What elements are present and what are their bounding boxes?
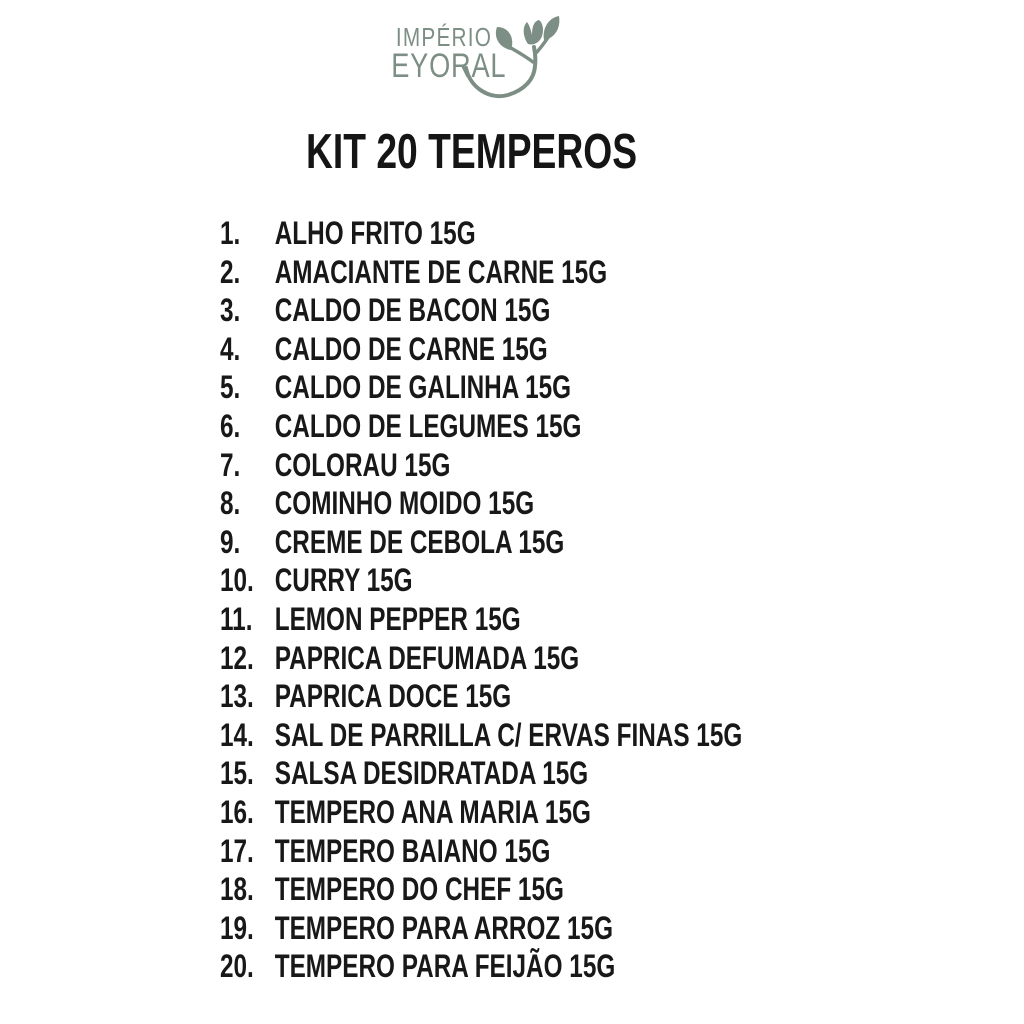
item-label: COLORAU 15G [274,446,451,483]
item-number: 2. [220,253,241,290]
list-item [220,677,742,716]
item-number: 18. [220,871,254,908]
brand-name-line2: EYORAL [391,47,507,85]
item-label: TEMPERO DO CHEF 15G [274,871,564,908]
item-label: TEMPERO PARA FEIJÃO 15G [274,948,616,985]
item-label: CALDO DE BACON 15G [274,292,551,329]
list-item [220,291,742,330]
item-label: CREME DE CEBOLA 15G [274,523,565,560]
list-item [220,600,742,639]
item-label: AMACIANTE DE CARNE 15G [274,253,608,290]
item-number: 4. [220,330,241,367]
item-number: 14. [220,716,254,753]
brand-name-line1: IMPÉRIO [395,22,493,52]
item-label: TEMPERO ANA MARIA 15G [274,793,591,830]
list-item [220,947,742,986]
item-number: 10. [220,562,254,599]
item-number: 9. [220,523,241,560]
item-label: TEMPERO PARA ARROZ 15G [274,909,613,946]
list-item [220,716,742,755]
item-label: SAL DE PARRILLA C/ ERVAS FINAS 15G [274,716,743,753]
list-item [220,561,742,600]
list-item [220,214,742,253]
list-item [220,793,742,832]
item-label: PAPRICA DOCE 15G [274,678,512,715]
item-label: SALSA DESIDRATADA 15G [274,755,589,792]
item-label: CALDO DE CARNE 15G [274,330,548,367]
list-item [220,870,742,909]
item-label: ALHO FRITO 15G [274,215,476,251]
list-item [220,909,742,948]
list-item [220,754,742,793]
item-label: PAPRICA DEFUMADA 15G [274,639,580,676]
list-item [220,368,742,407]
item-number: 15. [220,755,254,792]
item-label: CALDO DE LEGUMES 15G [274,407,582,444]
item-number: 11. [220,600,253,637]
list-item [220,639,742,678]
item-label: TEMPERO BAIANO 15G [274,832,551,869]
item-number: 7. [220,446,241,483]
list-item [220,253,742,292]
item-number: 12. [220,639,254,676]
list-item [220,484,742,523]
item-number: 5. [220,369,241,406]
item-number: 3. [220,292,241,329]
item-number: 8. [220,485,241,522]
plant-sprig-icon [460,10,570,104]
item-number: 1. [220,215,241,251]
item-number: 19. [220,909,254,946]
item-number: 20. [220,948,254,985]
item-number: 13. [220,678,254,715]
list-item [220,523,742,562]
item-label: CALDO DE GALINHA 15G [274,369,572,406]
item-label: CURRY 15G [274,562,413,599]
list-item [220,330,742,369]
item-label: LEMON PEPPER 15G [274,600,521,637]
page-title: KIT 20 TEMPEROS [306,125,638,179]
list-item [220,446,742,485]
item-number: 16. [220,793,254,830]
item-label: COMINHO MOIDO 15G [274,485,535,522]
list-item [220,832,742,871]
item-number: 17. [220,832,254,869]
list-item [220,407,742,446]
spice-list [220,214,907,986]
item-number: 6. [220,407,241,444]
